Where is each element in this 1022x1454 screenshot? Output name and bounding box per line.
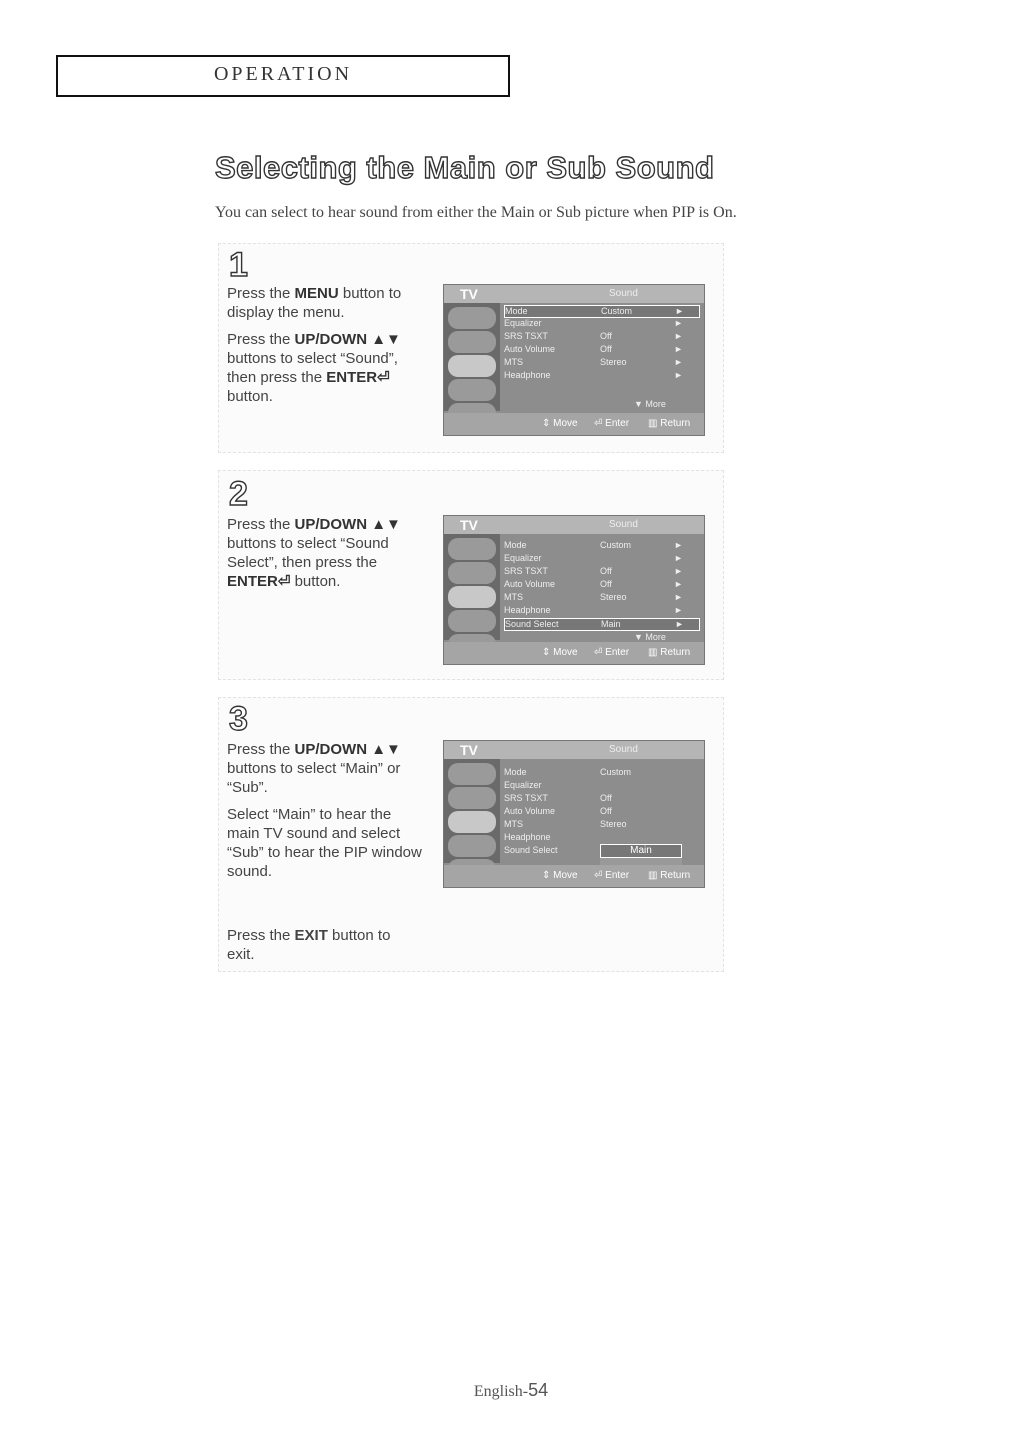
- step-number: 2: [229, 475, 248, 513]
- section-header-box: [56, 55, 510, 97]
- step-number: 3: [229, 700, 248, 738]
- step-3-panel: [218, 697, 724, 972]
- step-2-panel: [218, 470, 724, 680]
- osd-side-item-input: [448, 538, 496, 560]
- osd-screen: [443, 515, 705, 665]
- osd-side-item-picture: [448, 331, 496, 353]
- instruction-paragraph: Press the UP/DOWN ▲▼ buttons to select “Sound”, then press the ENTER⏎ button.: [227, 331, 401, 405]
- enter-key: ENTER⏎: [227, 573, 291, 590]
- osd-side-item-channel: [448, 835, 496, 857]
- section-label: OPERATION: [213, 63, 353, 85]
- osd-return-hint: ▥ Return: [648, 418, 691, 429]
- osd-row-mts: MTS Stereo: [504, 819, 627, 829]
- step-1-panel: [218, 243, 724, 453]
- osd-sidebar: [444, 759, 500, 863]
- page-footer: [0, 1380, 1022, 1401]
- osd-enter-hint: ⏎ Enter: [594, 647, 630, 658]
- osd-row-headphone: Headphone ►: [504, 605, 683, 615]
- osd-row-srs: SRS TSXT Off: [504, 793, 612, 803]
- osd-return-hint: ▥ Return: [648, 870, 691, 881]
- osd-menu: [504, 540, 700, 631]
- step-instructions: [227, 740, 423, 889]
- osd-more: ▼ More: [634, 632, 666, 642]
- osd-row-mts: MTS Stereo ►: [504, 592, 683, 602]
- osd-enter-hint: ⏎ Enter: [594, 418, 630, 429]
- osd-screen: [443, 740, 705, 888]
- osd-heading: Sound: [609, 288, 638, 299]
- instruction-paragraph: Press the MENU button to display the menu.: [227, 285, 402, 321]
- step-instructions: [227, 515, 427, 599]
- instruction-paragraph: Select “Main” to hear the main TV sound and select “Sub” to hear the PIP window sound.: [227, 806, 422, 880]
- osd-more: ▼ More: [634, 399, 666, 409]
- osd-menu: [504, 305, 700, 383]
- osd-row-auto-volume: Auto Volume Off ►: [504, 344, 683, 354]
- osd-move-hint: ⇕ Move: [542, 418, 578, 429]
- osd-row-auto-volume: Auto Volume Off ►: [504, 579, 683, 589]
- osd-tv-label: TV: [460, 742, 478, 758]
- osd-row-sound-select: Sound Select Main ►: [504, 618, 700, 631]
- osd-row-equalizer: Equalizer: [504, 780, 542, 790]
- osd-heading: Sound: [609, 519, 638, 530]
- osd-side-item-picture: [448, 562, 496, 584]
- osd-side-item-sound: [448, 586, 496, 608]
- osd-bottom-bar: [444, 642, 704, 664]
- osd-side-item-input: [448, 763, 496, 785]
- osd-tv-label: TV: [460, 286, 478, 302]
- osd-header-bar: [444, 741, 704, 759]
- osd-enter-hint: ⏎ Enter: [594, 870, 630, 881]
- osd-row-equalizer: Equalizer ►: [504, 553, 683, 563]
- footer-language: English-: [473, 1383, 529, 1400]
- osd-move-hint: ⇕ Move: [542, 647, 578, 658]
- osd-side-item-sound: [448, 355, 496, 377]
- sound-select-popup-main: Main: [600, 844, 682, 858]
- updown-key: UP/DOWN ▲▼: [294, 516, 401, 533]
- updown-key: UP/DOWN ▲▼: [294, 741, 401, 758]
- osd-row-mode: Mode Custom ►: [504, 305, 700, 318]
- exit-instruction: Press the EXIT button to exit.: [227, 927, 391, 963]
- osd-side-item-input: [448, 307, 496, 329]
- instruction-paragraph: Press the UP/DOWN ▲▼ buttons to select “Main” or “Sub”.: [227, 741, 401, 796]
- osd-sidebar: [444, 534, 500, 640]
- osd-row-mode: Mode Custom ►: [504, 540, 683, 550]
- intro-text: You can select to hear sound from either the Main or Sub picture when PIP is On.: [215, 204, 737, 221]
- osd-row-mode: Mode Custom: [504, 767, 632, 777]
- osd-row-headphone: Headphone ►: [504, 370, 683, 380]
- page-number: 54: [528, 1380, 549, 1400]
- step-instructions: [227, 284, 427, 414]
- osd-return-hint: ▥ Return: [648, 647, 691, 658]
- osd-row-srs: SRS TSXT Off ►: [504, 331, 683, 341]
- enter-key: ENTER⏎: [326, 369, 390, 386]
- osd-row-srs: SRS TSXT Off ►: [504, 566, 683, 576]
- osd-screen: [443, 284, 705, 436]
- step-number: 1: [229, 246, 248, 284]
- osd-row-auto-volume: Auto Volume Off: [504, 806, 612, 816]
- exit-key: EXIT: [294, 927, 328, 944]
- osd-sidebar: [444, 303, 500, 411]
- osd-bottom-bar: [444, 865, 704, 887]
- osd-side-item-channel: [448, 379, 496, 401]
- osd-header-bar: [444, 285, 704, 303]
- osd-row-sound-select: Sound Select: [504, 845, 558, 855]
- osd-tv-label: TV: [460, 517, 478, 533]
- osd-side-item-picture: [448, 787, 496, 809]
- menu-key: MENU: [294, 285, 339, 302]
- osd-move-hint: ⇕ Move: [542, 870, 578, 881]
- instruction-paragraph: Press the UP/DOWN ▲▼ buttons to select “Sound Select”, then press the ENTER⏎ button.: [227, 516, 401, 590]
- osd-row-headphone: Headphone: [504, 832, 551, 842]
- updown-key: UP/DOWN ▲▼: [294, 331, 401, 348]
- osd-row-equalizer: Equalizer ►: [504, 318, 683, 328]
- osd-side-item-channel: [448, 610, 496, 632]
- osd-bottom-bar: [444, 413, 704, 435]
- osd-heading: Sound: [609, 744, 638, 755]
- osd-row-mts: MTS Stereo ►: [504, 357, 683, 367]
- osd-side-item-sound: [448, 811, 496, 833]
- page-title: Selecting the Main or Sub Sound: [215, 150, 715, 185]
- osd-header-bar: [444, 516, 704, 534]
